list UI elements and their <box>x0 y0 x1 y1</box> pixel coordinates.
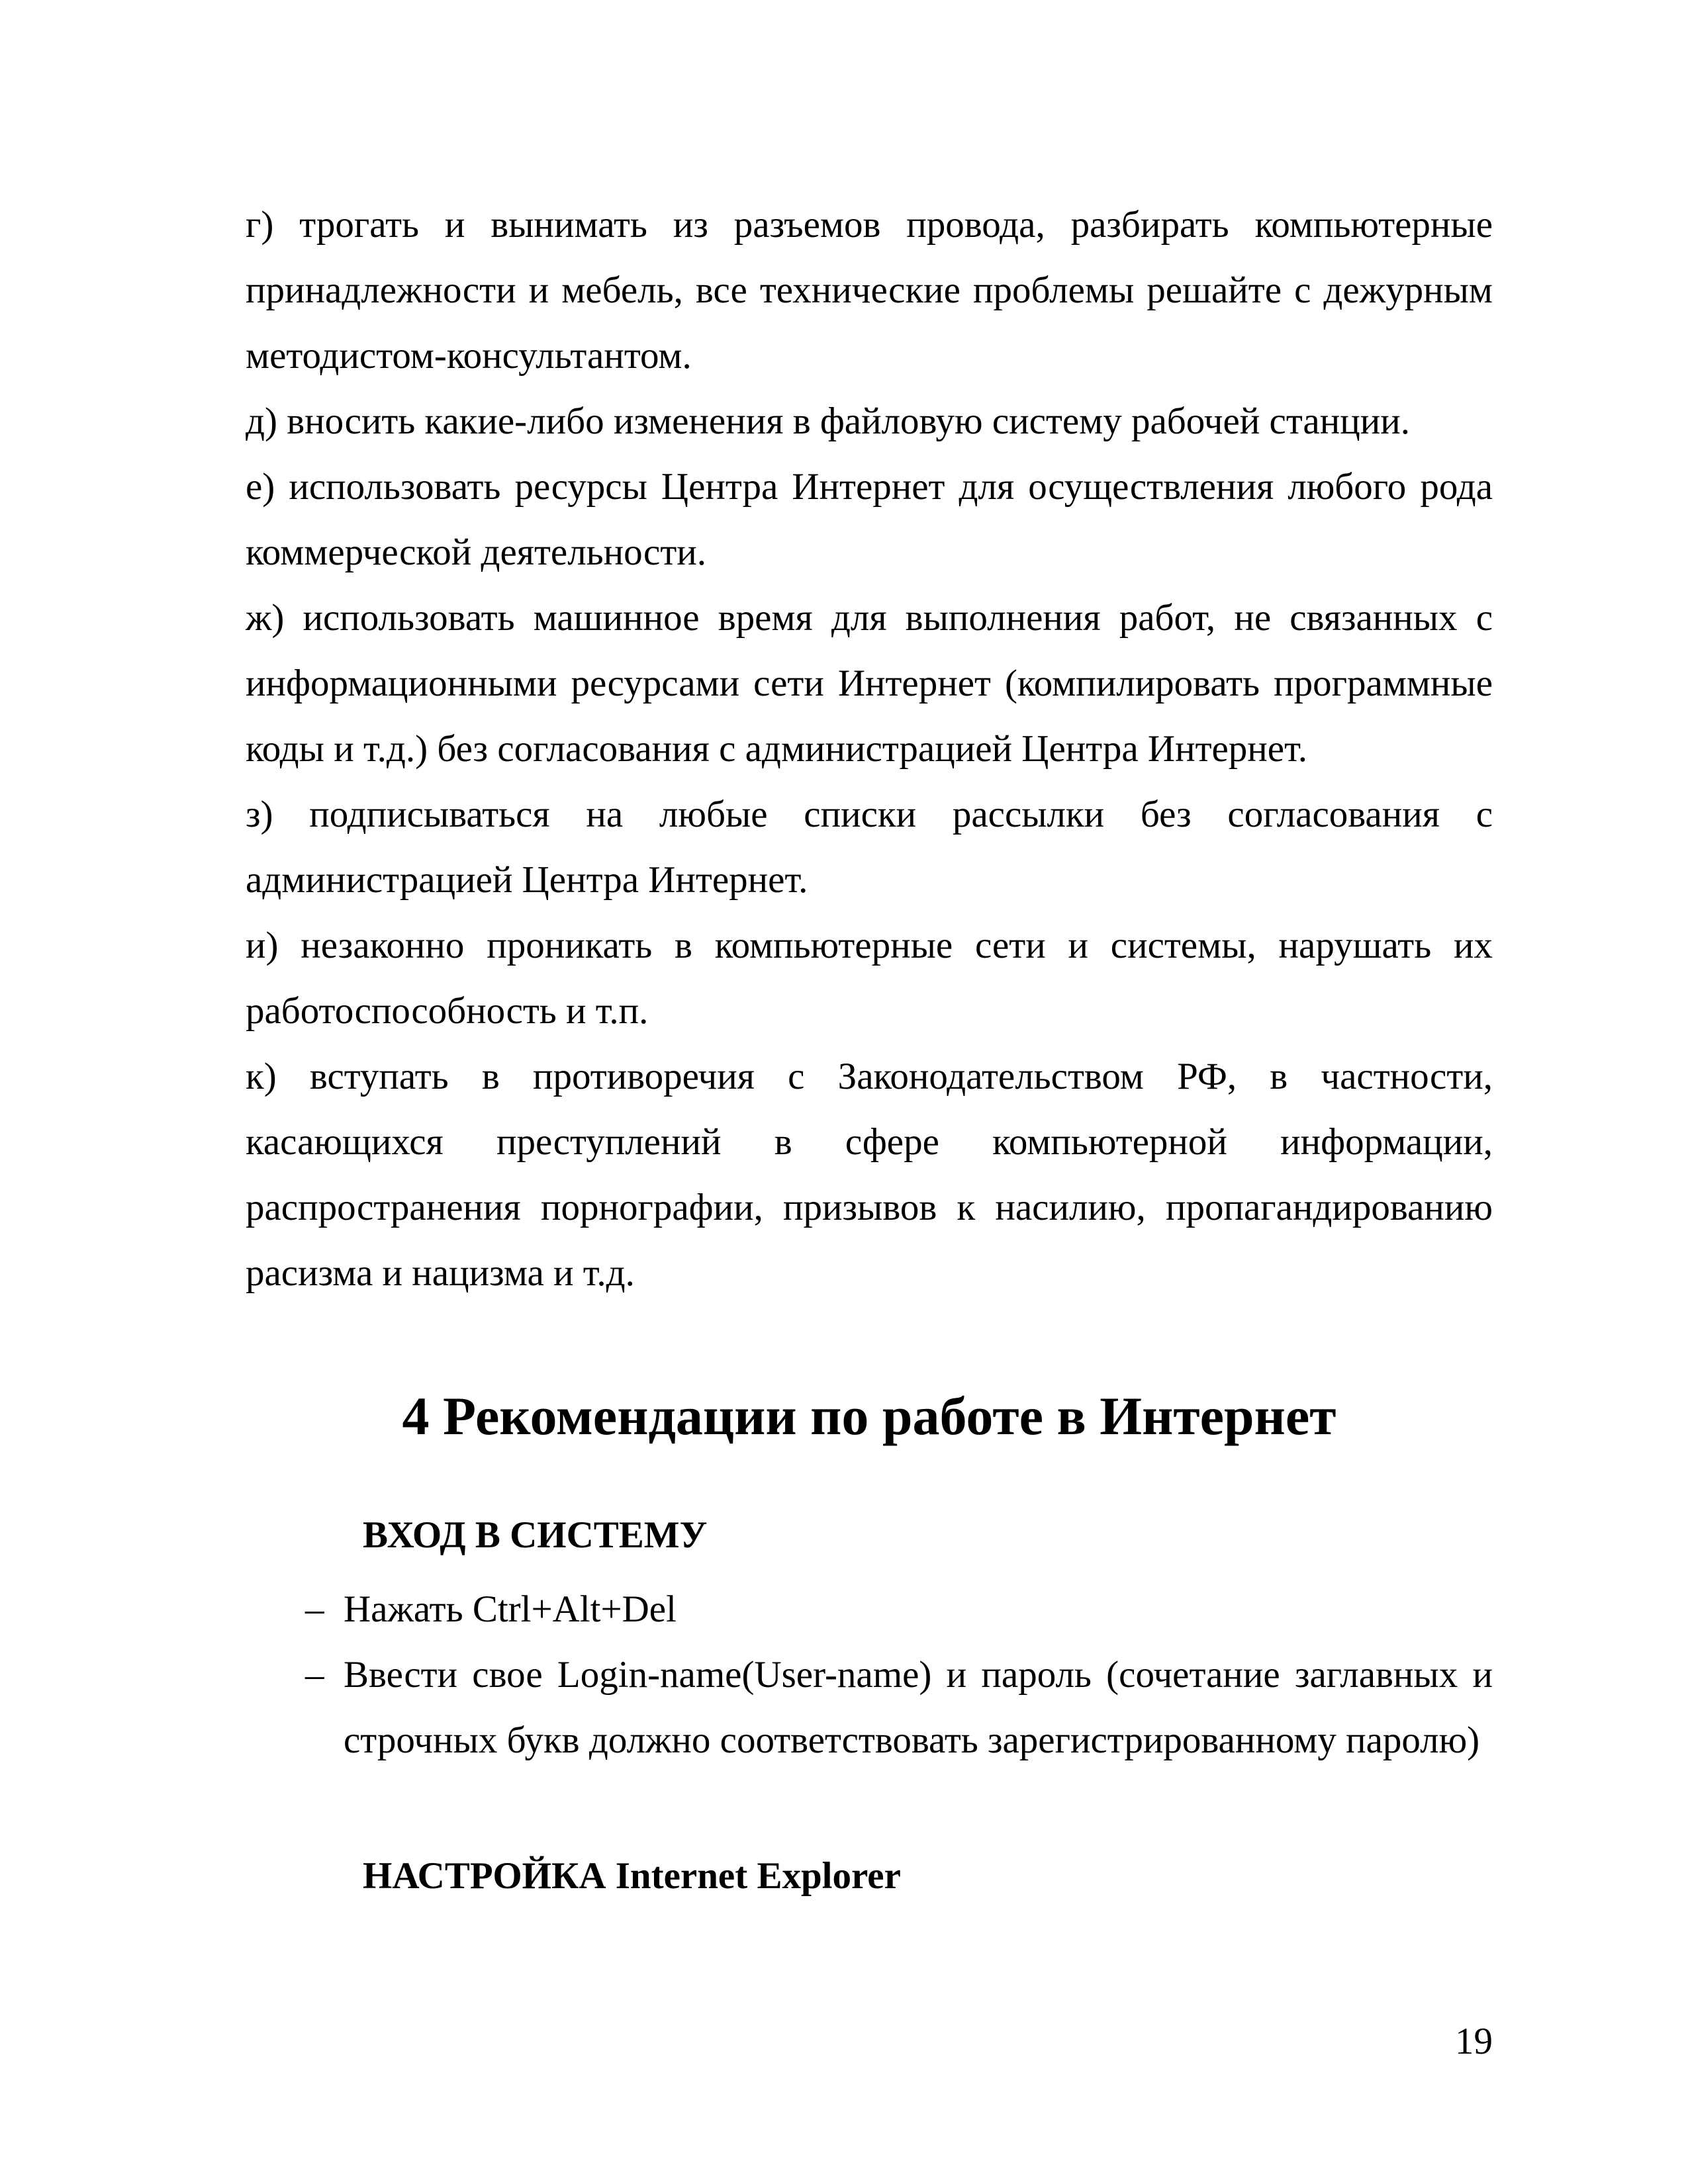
paragraph-k: к) вступать в противоречия с Законодательством РФ, в частности, касающихся преступлений в сфере компьютерной информации, распространения порнографии, призывов к насилию, пропагандированию расизма и нацизма и т.д. <box>246 1056 1493 1294</box>
paragraph-d: д) вносить какие-либо изменения в файловую систему рабочей станции. <box>246 400 1410 442</box>
paragraph-i: и) незаконно проникать в компьютерные сети и системы, нарушать их работоспособность и т.п. <box>246 925 1493 1032</box>
paragraph-e: е) использовать ресурсы Центра Интернет для осуществления любого рода коммерческой деятельности. <box>246 466 1493 573</box>
login-heading: ВХОД В СИСТЕМУ <box>363 1514 708 1556</box>
section-title: 4 Рекомендации по работе в Интернет <box>402 1386 1336 1446</box>
list-item <box>246 1642 1493 1773</box>
login-step-text: Ввести свое Login-name(User-name) и пароль (сочетание заглавных и строчных букв должно соответствовать зарегистрированному паролю) <box>344 1654 1493 1761</box>
login-step-text: Нажать Ctrl+Alt+Del <box>344 1588 677 1630</box>
paragraph-zh: ж) использовать машинное время для выполнения работ, не связанных с информационными ресурсами сети Интернет (компилировать программные коды и т.д.) без согласования с администрацией Центра Интернет. <box>246 597 1493 770</box>
dash-bullet: – <box>305 1654 324 1696</box>
paragraph-z: з) подписываться на любые списки рассылки без согласования с администрацией Центра Интернет. <box>246 794 1493 901</box>
page-number: 19 <box>1455 2021 1493 2062</box>
list-item <box>246 1576 1493 1642</box>
login-steps-list <box>246 1576 1493 1773</box>
paragraph-g: г) трогать и вынимать из разъемов провода, разбирать компьютерные принадлежности и мебель, все технические проблемы решайте с дежурным методистом-консультантом. <box>246 204 1493 377</box>
dash-bullet: – <box>305 1588 324 1630</box>
setup-heading: НАСТРОЙКА Internet Explorer <box>363 1855 901 1897</box>
prohibitions-list <box>246 192 1493 1306</box>
